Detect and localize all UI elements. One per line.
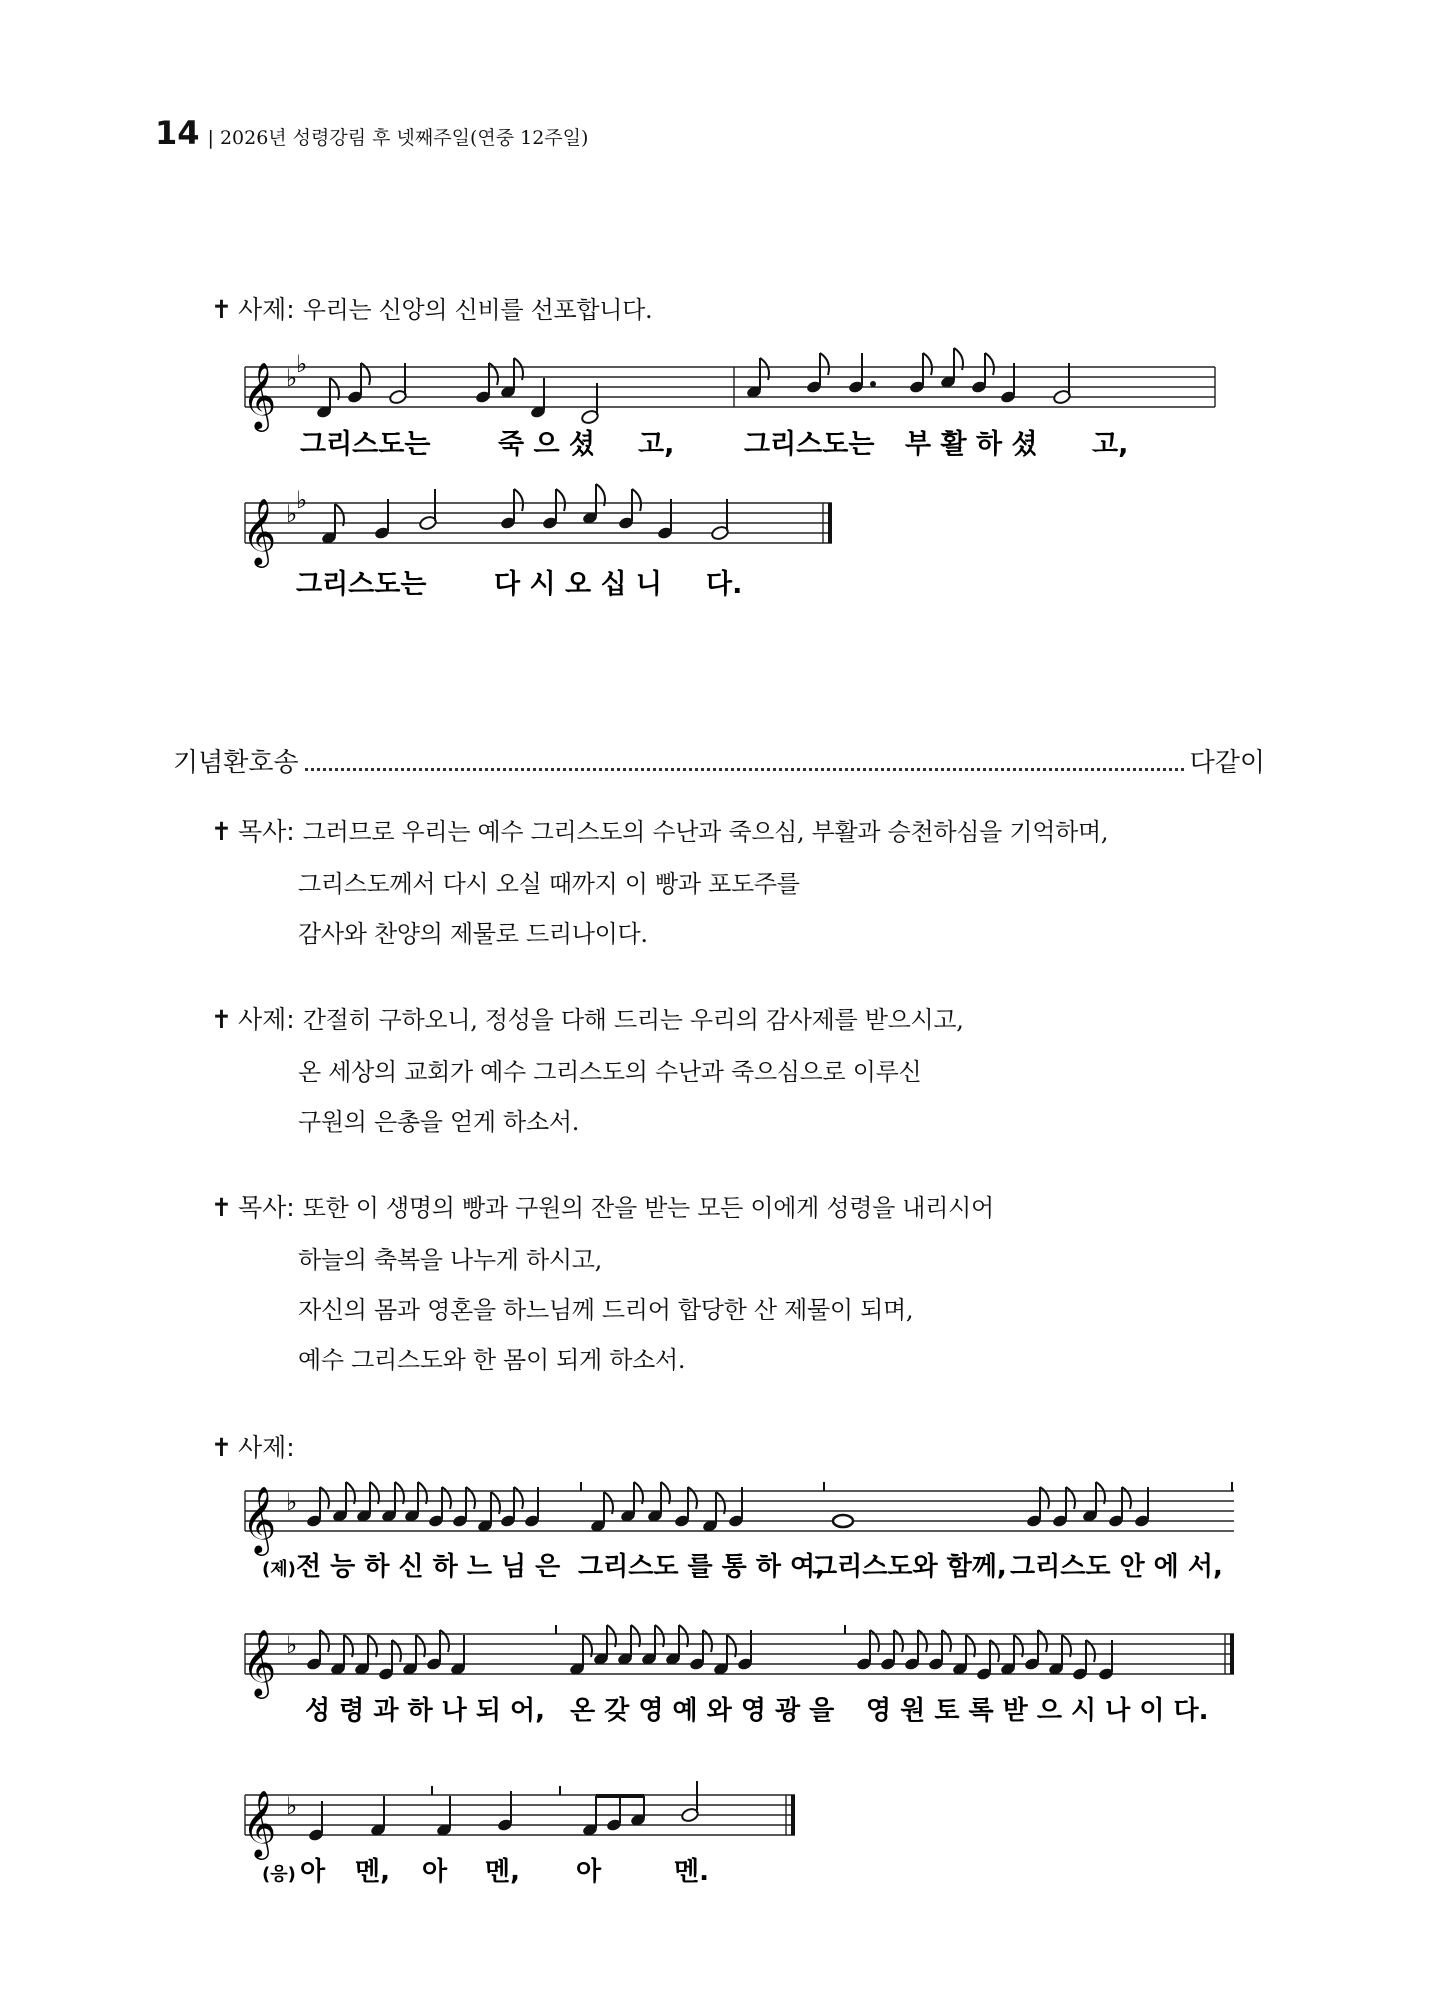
speaker-label: 사제: xyxy=(237,1433,295,1462)
block-3-line-3: 자신의 몸과 영혼을 하느님께 드리어 합당한 산 제물이 되며, xyxy=(298,1296,914,1324)
cross-icon: ✝ xyxy=(211,1433,232,1462)
treble-clef-icon: 𝄞 xyxy=(242,1789,277,1857)
block-1-line-2: 그리스도께서 다시 오실 때까지 이 빵과 포도주를 xyxy=(298,870,800,898)
lyric: 멘, xyxy=(355,1857,390,1887)
treble-clef-icon: 𝄞 xyxy=(242,1628,277,1696)
lyric: 그리스도와 함께, xyxy=(812,1552,1007,1582)
lyric: 아 xyxy=(422,1857,448,1887)
lyric: 그리스도는 xyxy=(744,429,875,460)
lyric: 그리스도 를 통 하 여, xyxy=(578,1552,826,1582)
lyric: 부 활 하 셨 xyxy=(905,429,1038,460)
block-text: 간절히 구하오니, 정성을 다해 드리는 우리의 감사제를 받으시고, xyxy=(302,1006,964,1034)
block-text: 또한 이 생명의 빵과 구원의 잔을 받는 모든 이에게 성령을 내리시어 xyxy=(302,1194,994,1222)
section-response: 다같이 xyxy=(1189,748,1265,778)
staff-3 xyxy=(242,1482,1234,1582)
lyric: 그리스도는 xyxy=(300,429,431,460)
lyric-marker: (응) xyxy=(262,1864,296,1885)
staff-1 xyxy=(242,348,1215,460)
block-2-line-3: 구원의 은총을 얻게 하소서. xyxy=(298,1108,580,1136)
flat-icon: ♭ xyxy=(286,500,298,528)
flat-icon: ♭ xyxy=(296,350,308,378)
lyric: 전 능 하 신 하 느 님 은 xyxy=(296,1552,561,1582)
cross-icon: ✝ xyxy=(211,1005,232,1034)
speaker-label: 목사: xyxy=(237,817,295,846)
lyric: 멘, xyxy=(485,1857,520,1887)
lyric: 아 xyxy=(576,1857,602,1887)
section-title: 기념환호송 xyxy=(173,748,299,778)
block-text: 그러므로 우리는 예수 그리스도의 수난과 죽으심, 부활과 승천하심을 기억하며, xyxy=(302,818,1109,846)
lyric: 고, xyxy=(638,429,675,460)
lyric: 성 령 과 하 나 되 어, xyxy=(305,1696,545,1726)
lyric: 죽 으 셨 xyxy=(498,429,596,460)
treble-clef-icon: 𝄞 xyxy=(242,1485,277,1553)
flat-icon: ♭ xyxy=(296,486,308,514)
flat-icon: ♭ xyxy=(286,364,298,392)
block-3-line-4: 예수 그리스도와 한 몸이 되게 하소서. xyxy=(298,1346,686,1374)
staff-4 xyxy=(242,1625,1234,1726)
mystery-text: 우리는 신앙의 신비를 선포합니다. xyxy=(302,296,653,324)
header-title: 2026년 성령강림 후 넷째주일(연중 12주일) xyxy=(219,127,589,149)
header-separator: | xyxy=(207,127,214,149)
staff-2 xyxy=(242,484,832,600)
block-2-line-2: 온 세상의 교회가 예수 그리스도의 수난과 죽으심으로 이루신 xyxy=(298,1058,922,1086)
treble-clef-icon: 𝄞 xyxy=(242,497,277,565)
lyric: 영 원 토 록 받 으 시 나 이 다. xyxy=(866,1696,1209,1726)
lyric: 그리스도는 xyxy=(296,569,427,600)
lyric: 멘. xyxy=(674,1857,709,1887)
lyric: 아 xyxy=(300,1857,326,1887)
cross-icon: ✝ xyxy=(211,817,232,846)
speaker-label: 목사: xyxy=(237,1193,295,1222)
lyric: 그리스도 안 에 서, xyxy=(1010,1552,1223,1582)
lyric: 다. xyxy=(706,569,743,600)
flat-icon: ♭ xyxy=(286,1792,298,1820)
speaker-label: 사제: xyxy=(237,295,295,324)
lyric: 고, xyxy=(1092,429,1129,460)
lyric: 온 갖 영 예 와 영 광 을 xyxy=(570,1696,835,1726)
block-3-line-2: 하늘의 축복을 나누게 하시고, xyxy=(298,1246,602,1274)
speaker-label: 사제: xyxy=(237,1005,295,1034)
treble-clef-icon: 𝄞 xyxy=(242,361,277,429)
lyric: 다 시 오 십 니 xyxy=(494,569,663,600)
flat-icon: ♭ xyxy=(286,1631,298,1659)
cross-icon: ✝ xyxy=(211,295,232,324)
staff-5 xyxy=(242,1781,795,1887)
block-1-line-3: 감사와 찬양의 제물로 드리나이다. xyxy=(298,920,648,948)
cross-icon: ✝ xyxy=(211,1193,232,1222)
flat-icon: ♭ xyxy=(286,1488,298,1516)
lyric-marker: (제) xyxy=(262,1559,296,1580)
page-number: 14 xyxy=(155,114,200,152)
